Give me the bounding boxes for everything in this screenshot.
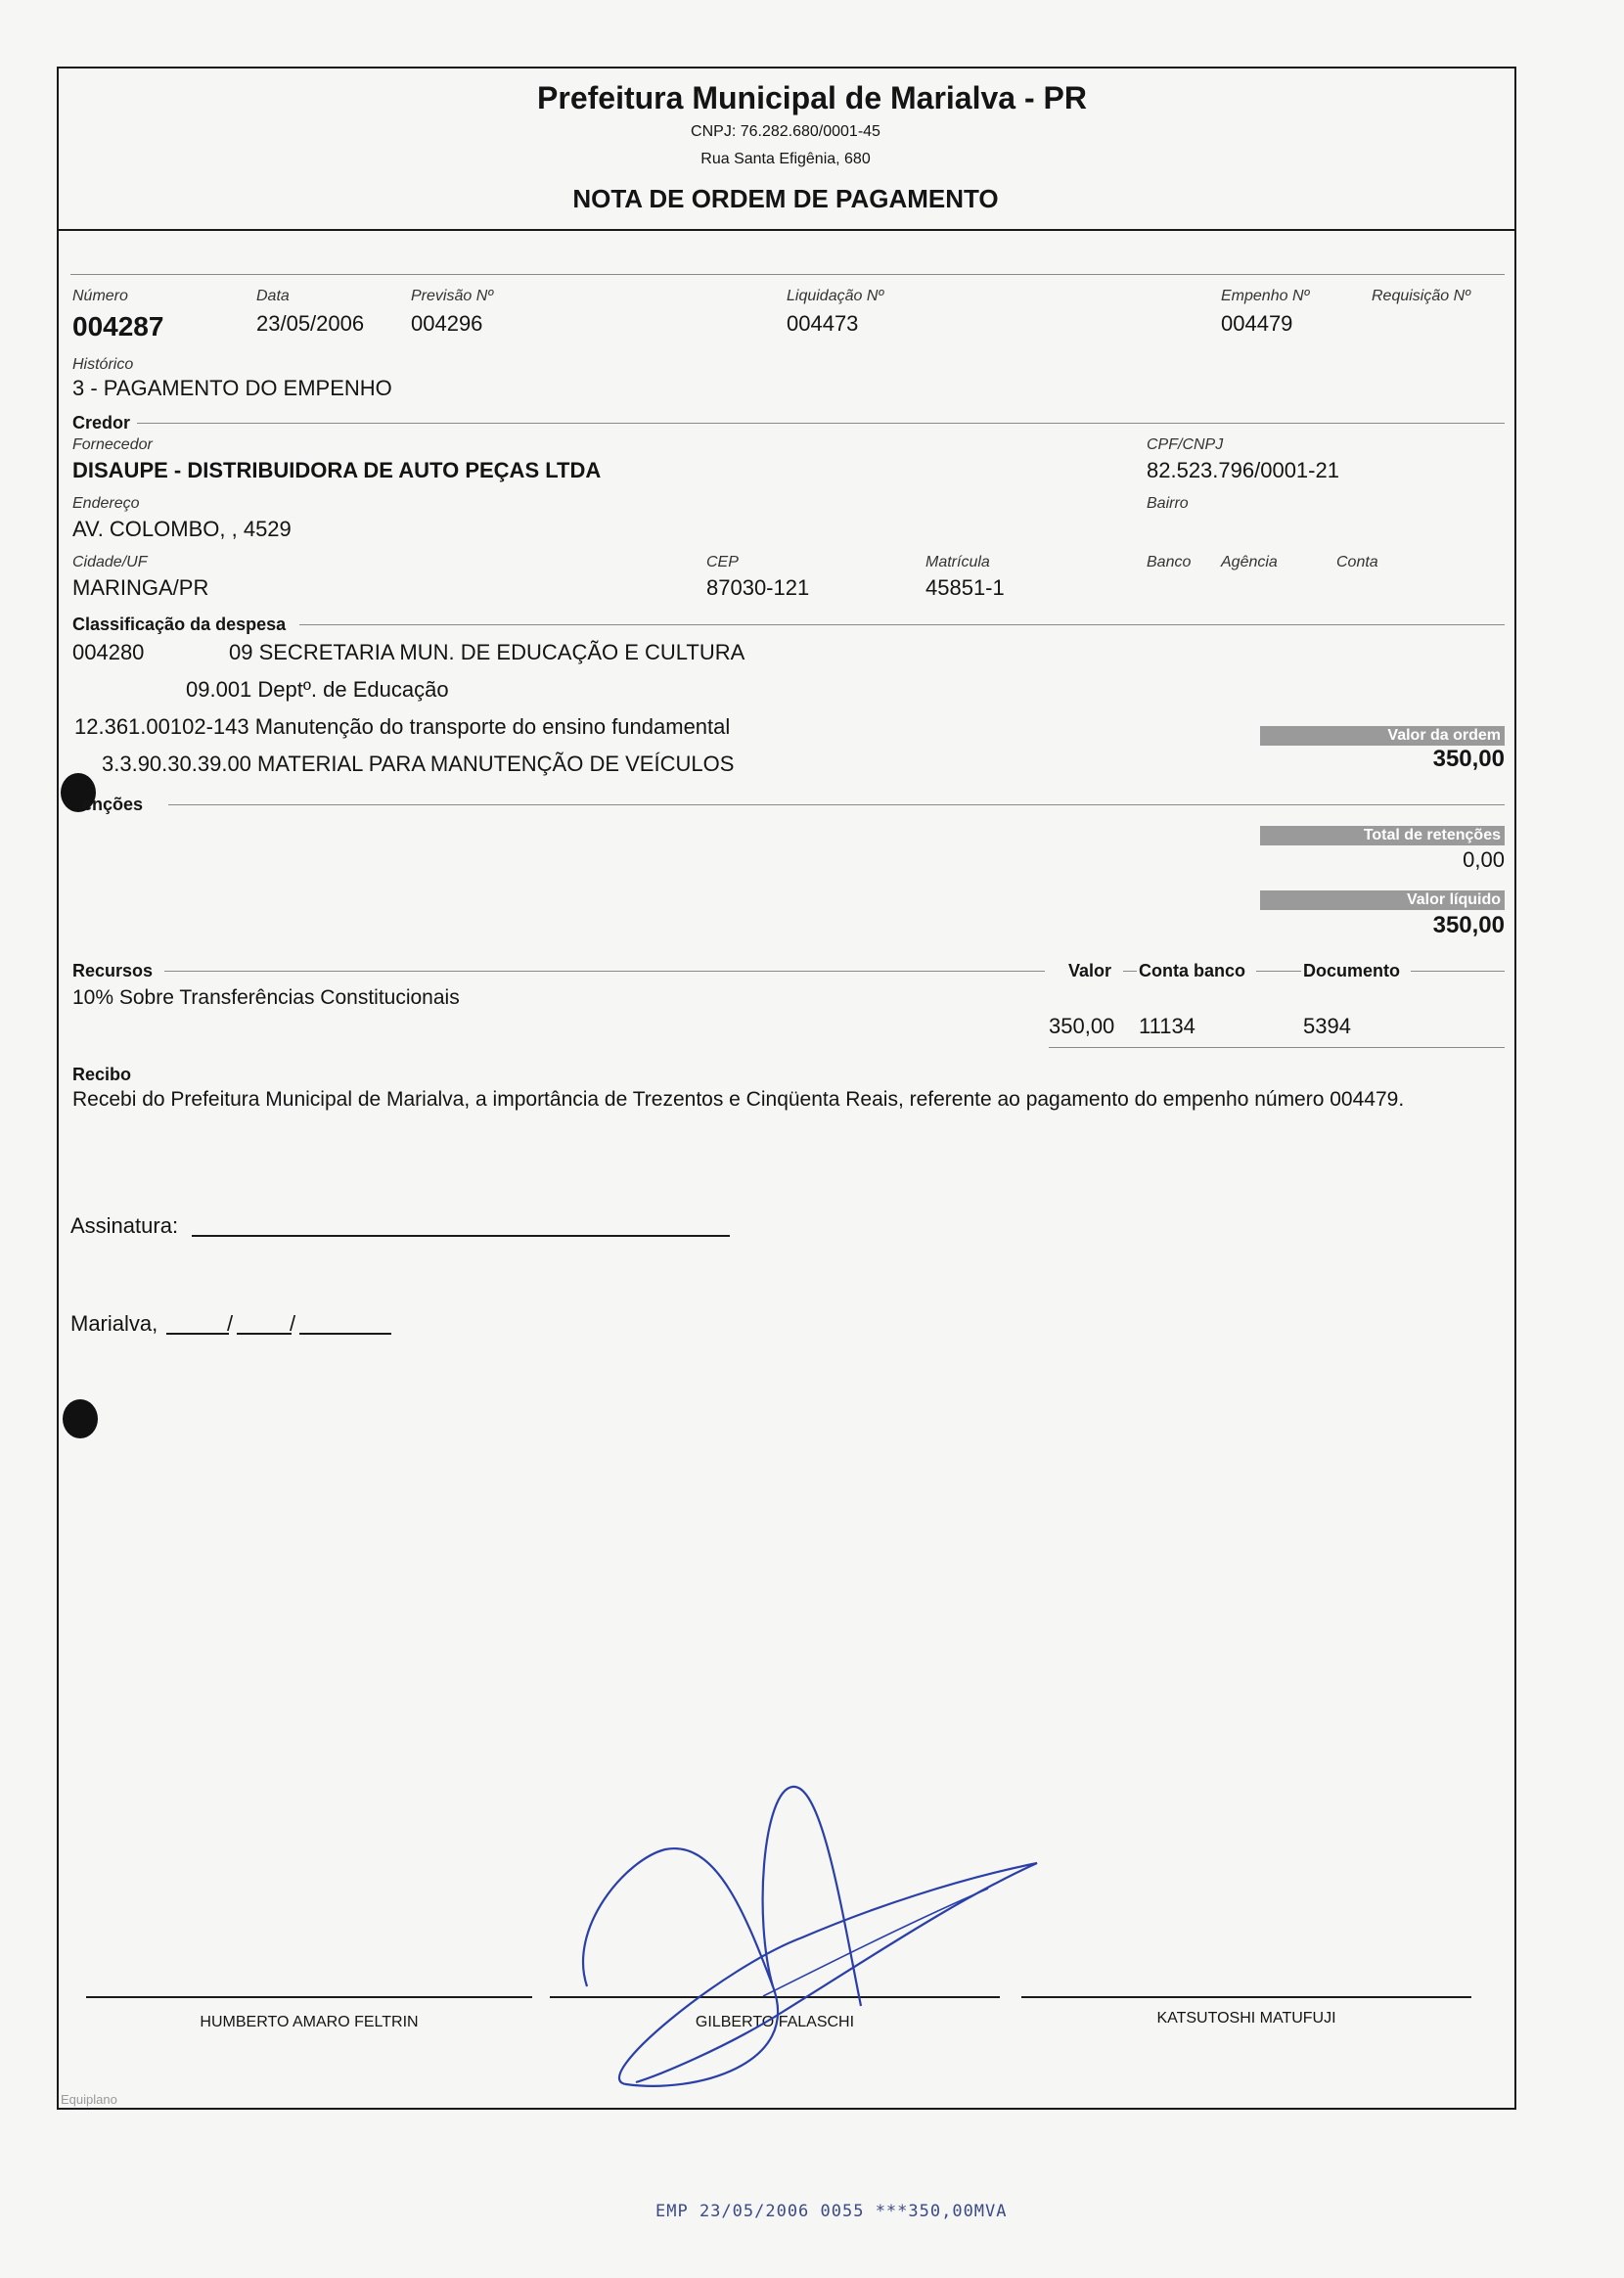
- historico-label: Histórico: [72, 356, 134, 373]
- previsao-value: 004296: [411, 311, 483, 336]
- top-divider: [70, 274, 1505, 275]
- date-slash-1: /: [227, 1311, 234, 1336]
- recursos-documento-label: Documento: [1303, 961, 1400, 980]
- recibo-section: Recibo: [72, 1065, 132, 1084]
- recursos-valor-label: Valor: [1068, 961, 1112, 980]
- date-slash-2: /: [290, 1311, 296, 1336]
- recursos-rule-4: [1411, 971, 1505, 972]
- classificacao-section: Classificação da despesa: [72, 615, 287, 634]
- date-month-line: [237, 1333, 292, 1335]
- assinatura-label: Assinatura:: [70, 1213, 179, 1238]
- cpf-value: 82.523.796/0001-21: [1147, 458, 1339, 482]
- cidade-label: Cidade/UF: [72, 554, 148, 570]
- total-retencoes-value: 0,00: [1463, 847, 1505, 872]
- cpf-label: CPF/CNPJ: [1147, 436, 1224, 453]
- valor-ordem-label: Valor da ordem: [1260, 726, 1505, 746]
- recursos-valor: 350,00: [1049, 1014, 1115, 1038]
- local-label: Marialva,: [70, 1311, 158, 1336]
- credor-rule: [137, 423, 1505, 424]
- header-divider: [57, 229, 1516, 231]
- empenho-label: Empenho Nº: [1221, 288, 1310, 304]
- bank-stamp: EMP 23/05/2006 0055 ***350,00MVA: [655, 2202, 1008, 2221]
- secretaria-value: 09 SECRETARIA MUN. DE EDUCAÇÃO E CULTURA: [229, 640, 745, 664]
- recursos-rule-3: [1256, 971, 1301, 972]
- numero-label: Número: [72, 288, 128, 304]
- cidade-value: MARINGA/PR: [72, 575, 209, 600]
- signatory-2: GILBERTO FALASCHI: [695, 2014, 855, 2030]
- recursos-rule-2: [1123, 971, 1137, 972]
- numero-value: 004287: [72, 311, 164, 342]
- recursos-conta-label: Conta banco: [1139, 961, 1246, 980]
- liquidacao-label: Liquidação Nº: [787, 288, 884, 304]
- valor-liquido-label: Valor líquido: [1260, 890, 1505, 910]
- programa-value: 12.361.00102-143 Manutenção do transporte do ensino fundamental: [74, 714, 731, 739]
- recursos-bottom-rule: [1049, 1047, 1505, 1048]
- matricula-value: 45851-1: [925, 575, 1005, 600]
- recursos-rule: [164, 971, 1045, 972]
- agencia-label: Agência: [1221, 554, 1278, 570]
- data-label: Data: [256, 288, 290, 304]
- data-value: 23/05/2006: [256, 311, 365, 336]
- recursos-documento: 5394: [1303, 1014, 1351, 1038]
- signature-line-3: [1021, 1996, 1471, 1998]
- matricula-label: Matrícula: [925, 554, 990, 570]
- liquidacao-value: 004473: [787, 311, 859, 336]
- departamento-value: 09.001 Deptº. de Educação: [186, 677, 449, 702]
- fornecedor-value: DISAUPE - DISTRIBUIDORA DE AUTO PEÇAS LTDA: [72, 458, 602, 482]
- handwritten-signature: [548, 1771, 1057, 2104]
- classificacao-rule: [299, 624, 1505, 625]
- requisicao-label: Requisição Nº: [1372, 288, 1470, 304]
- elemento-value: 3.3.90.30.39.00 MATERIAL PARA MANUTENÇÃO DE VEÍCULOS: [102, 752, 735, 776]
- empenho-value: 004479: [1221, 311, 1293, 336]
- fornecedor-label: Fornecedor: [72, 436, 153, 453]
- cep-label: CEP: [706, 554, 739, 570]
- retencoes-rule: [168, 804, 1505, 805]
- signatory-3: KATSUTOSHI MATUFUJI: [1156, 2010, 1336, 2027]
- recursos-descricao: 10% Sobre Transferências Constitucionais: [72, 986, 460, 1009]
- historico-value: 3 - PAGAMENTO DO EMPENHO: [72, 376, 392, 400]
- banco-label: Banco: [1147, 554, 1192, 570]
- org-title: Prefeitura Municipal de Marialva - PR: [537, 80, 1087, 115]
- valor-liquido-value: 350,00: [1432, 912, 1505, 938]
- retencoes-section: enções: [82, 795, 144, 814]
- credor-section: Credor: [72, 413, 131, 433]
- endereco-value: AV. COLOMBO, , 4529: [72, 517, 292, 541]
- valor-ordem-value: 350,00: [1432, 746, 1505, 772]
- classificacao-code: 004280: [72, 640, 145, 664]
- cep-value: 87030-121: [706, 575, 810, 600]
- org-address: Rua Santa Efigênia, 680: [700, 151, 871, 167]
- software-credit: Equiplano: [61, 2092, 117, 2107]
- assinatura-line: [192, 1235, 730, 1237]
- org-cnpj: CNPJ: 76.282.680/0001-45: [691, 123, 880, 140]
- signatory-1: HUMBERTO AMARO FELTRIN: [200, 2014, 419, 2030]
- recursos-conta: 11134: [1139, 1014, 1195, 1038]
- date-day-line: [166, 1333, 229, 1335]
- conta-label: Conta: [1336, 554, 1378, 570]
- bairro-label: Bairro: [1147, 495, 1189, 512]
- recibo-text: Recebi do Prefeitura Municipal de Marialva, a importância de Trezentos e Cinqüenta Reais, referente ao pagamento do empenho número 004479.: [72, 1088, 1405, 1111]
- punch-hole: [63, 1399, 98, 1438]
- total-retencoes-label: Total de retenções: [1260, 826, 1505, 845]
- previsao-label: Previsão Nº: [411, 288, 494, 304]
- document-title: NOTA DE ORDEM DE PAGAMENTO: [572, 184, 999, 213]
- recursos-section: Recursos: [72, 961, 154, 980]
- date-year-line: [299, 1333, 391, 1335]
- signature-line-1: [86, 1996, 532, 1998]
- endereco-label: Endereço: [72, 495, 140, 512]
